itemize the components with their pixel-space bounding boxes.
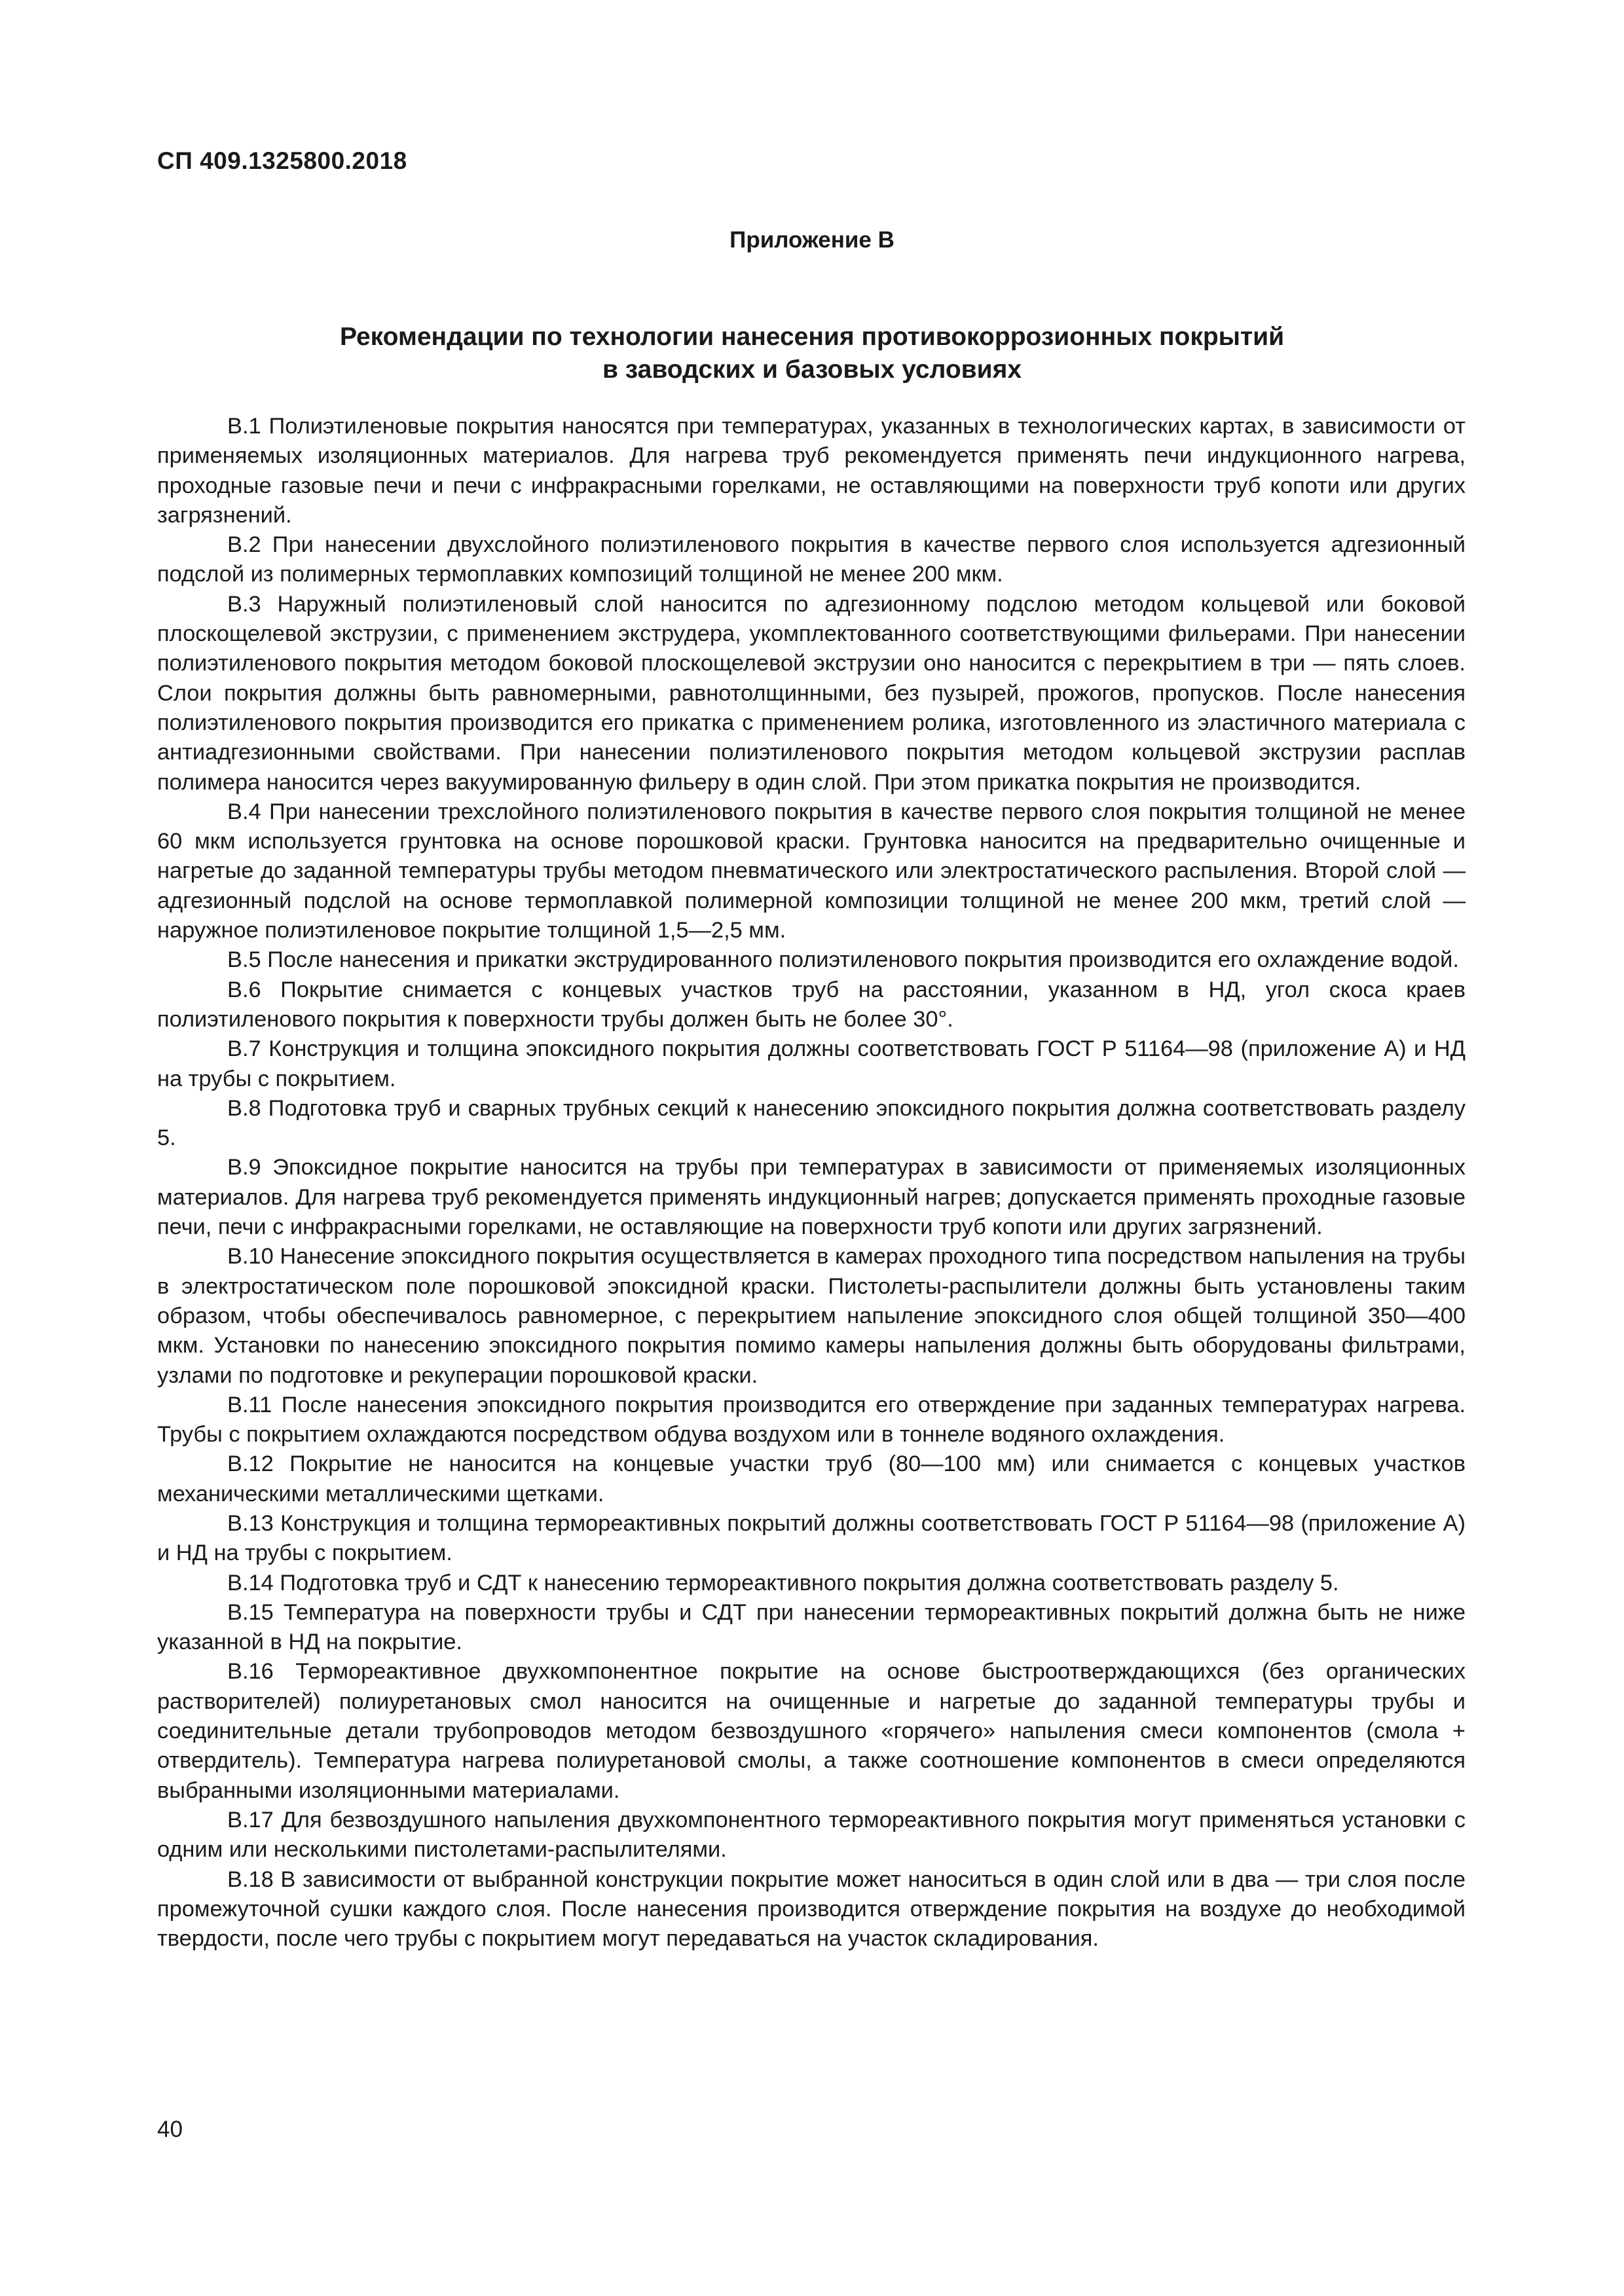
paragraph-b12: В.12 Покрытие не наносится на концевые участки труб (80—100 мм) или снимается с концевых участков механическими металлическими щетками. xyxy=(157,1451,1466,1506)
paragraph-b17: В.17 Для безвоздушного напыления двухкомпонентного термореактивного покрытия могут применяться установки с одним или несколькими пистолетами-распылителями. xyxy=(157,1807,1466,1863)
paragraph-b8: В.8 Подготовка труб и сварных трубных секций к нанесению эпоксидного покрытия должна соответствовать разделу 5. xyxy=(157,1095,1466,1151)
paragraph-b13: В.13 Конструкция и толщина термореактивных покрытий должны соответствовать ГОСТ Р 51164—98 (приложение А) и НД на трубы с покрытием. xyxy=(157,1510,1466,1566)
body-text xyxy=(157,412,1466,1954)
paragraph-b7: В.7 Конструкция и толщина эпоксидного покрытия должны соответствовать ГОСТ Р 51164—98 (приложение А) и НД на трубы с покрытием. xyxy=(157,1036,1466,1091)
page-number: 40 xyxy=(157,2117,183,2142)
paragraph-b6: В.6 Покрытие снимается с концевых участков труб на расстоянии, указанном в НД, угол скоса краев полиэтиленового покрытия к поверхности трубы должен быть не более 30°. xyxy=(157,977,1466,1032)
paragraph-b10: В.10 Нанесение эпоксидного покрытия осуществляется в камерах проходного типа посредством напыления на трубы в электростатическом поле порошковой эпоксидной краски. Пистолеты-распылители должны быть установлены таким образом, чтобы обеспечивалось равномерное, с перекрытием напыление эпоксидного слоя общей толщиной 350—400 мкм. Установки по нанесению эпоксидного покрытия помимо камеры напыления должны быть оборудованы фильтрами, узлами по подготовке и рекуперации порошковой краски. xyxy=(157,1244,1466,1388)
paragraph-b18: В.18 В зависимости от выбранной конструкции покрытие может наноситься в один слой или в два — три слоя после промежуточной сушки каждого слоя. После нанесения производится отверждение покрытия на воздухе до необходимой твердости, после чего трубы с покрытием могут передаваться на участок складирования. xyxy=(157,1867,1466,1952)
paragraph-b11: В.11 После нанесения эпоксидного покрытия производится его отверждение при заданных температурах нагрева. Трубы с покрытием охлаждаются посредством обдува воздухом или в тоннеле водяного охлаждения. xyxy=(157,1392,1466,1448)
paragraph-b2: В.2 При нанесении двухслойного полиэтиленового покрытия в качестве первого слоя используется адгезионный подслой из полимерных термоплавких композиций толщиной не менее 200 мкм. xyxy=(157,532,1466,587)
paragraph-b3: В.3 Наружный полиэтиленовый слой наносится по адгезионному подслою методом кольцевой или боковой плоскощелевой экструзии, с применением экструдера, укомплектованного соответствующими фильерами. При нанесении полиэтиленового покрытия методом боковой плоскощелевой экструзии оно наносится с перекрытием в три — пять слоев. Слои покрытия должны быть равномерными, равнотолщинными, без пузырей, прожогов, пропусков. После нанесения полиэтиленового покрытия производится его прикатка с применением ролика, изготовленного из эластичного материала с антиадгезионными свойствами. При нанесении полиэтиленового покрытия методом кольцевой экструзии расплав полимера наносится через вакуумированную фильеру в один слой. При этом прикатка покрытия не производится. xyxy=(157,591,1466,795)
paragraph-b14: В.14 Подготовка труб и СДТ к нанесению термореактивного покрытия должна соответствовать разделу 5. xyxy=(227,1570,1339,1595)
paragraph-b4: В.4 При нанесении трехслойного полиэтиленового покрытия в качестве первого слоя покрытия толщиной не менее 60 мкм используется грунтовка на основе порошковой краски. Грунтовка наносится на предварительно очищенные и нагретые до заданной температуры трубы методом пневматического или электростатического распыления. Второй слой — адгезионный подслой на основе термоплавкой полимерной композиции толщиной не менее 200 мкм, третий слой — наружное полиэтиленовое покрытие толщиной 1,5—2,5 мм. xyxy=(157,799,1466,943)
paragraph-b16: В.16 Термореактивное двухкомпонентное покрытие на основе быстроотверждающихся (без органических растворителей) полиуретановых смол наносится на очищенные и нагретые до заданной температуры трубы и соединительные детали трубопроводов методом безвоздушного «горячего» напыления смеси компонентов (смола + отвердитель). Температура нагрева полиуретановой смолы, а также соотношение компонентов в смеси определяются выбранными изоляционными материалами. xyxy=(157,1659,1466,1803)
paragraph-b1: В.1 Полиэтиленовые покрытия наносятся при температурах, указанных в технологических картах, в зависимости от применяемых изоляционных материалов. Для нагрева труб рекомендуется применять печи индукционного нагрева, проходные газовые печи и печи с инфракрасными горелками, не оставляющими на поверхности труб копоти или других загрязнений. xyxy=(157,414,1466,528)
document-code: СП 409.1325800.2018 xyxy=(157,147,407,174)
appendix-title-line-2: в заводских и базовых условиях xyxy=(602,355,1022,384)
paragraph-b9: В.9 Эпоксидное покрытие наносится на трубы при температурах в зависимости от применяемых изоляционных материалов. Для нагрева труб рекомендуется применять индукционный нагрев; допускается применять проходные газовые печи, печи с инфракрасными горелками, не оставляющие на поверхности труб копоти или других загрязнений. xyxy=(157,1155,1466,1240)
paragraph-b5: В.5 После нанесения и прикатки экструдированного полиэтиленового покрытия производится его охлаждение водой. xyxy=(227,947,1459,973)
appendix-title xyxy=(196,321,1428,386)
appendix-title-line-1: Рекомендации по технологии нанесения противокоррозионных покрытий xyxy=(339,323,1285,351)
paragraph-b15: В.15 Температура на поверхности трубы и СДТ при нанесении термореактивных покрытий должна быть не ниже указанной в НД на покрытие. xyxy=(157,1599,1466,1655)
appendix-label: Приложение В xyxy=(729,227,895,253)
